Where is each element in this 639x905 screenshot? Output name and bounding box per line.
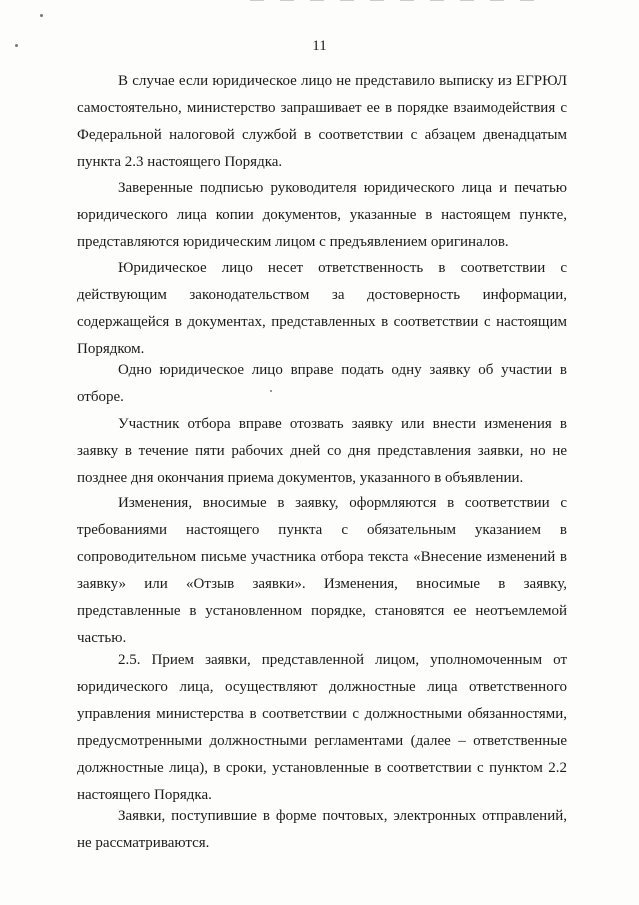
scan-artifact-line <box>250 0 550 1</box>
paragraph: Одно юридическое лицо вправе подать одну заявку об участии в отборе. <box>77 362 567 405</box>
paragraph: Заявки, поступившие в форме почтовых, электронных отправлений, не рассматриваются. <box>77 808 567 851</box>
scan-speck <box>40 14 43 17</box>
paragraph: В случае если юридическое лицо не представило выписку из ЕГРЮЛ самостоятельно, министерство запрашивает ее в порядке взаимодействия с Федеральной налоговой службой в соответствии с абзацем двенадцатым пункта 2.3 настоящего Порядка. <box>77 73 567 170</box>
paragraph: Изменения, вносимые в заявку, оформляются в соответствии с требованиями настоящего пункта с обязательным указанием в сопроводительном письме участника отбора текста «Внесение изменений в заявку» или «Отзыв заявки». Изменения, вносимые в заявку, представленные в установленном порядке, становятся ее неотъемлемой частью. <box>77 495 567 646</box>
paragraph: Участник отбора вправе отозвать заявку или внести изменения в заявку в течение пяти рабочих дней со дня представления заявки, но не позднее дня окончания приема документов, указанного в объявлении. <box>77 416 567 486</box>
paragraph: Юридическое лицо несет ответственность в соответствии с действующим законодательством за достоверность информации, содержащейся в документах, представленных в соответствии с настоящим Порядком. <box>77 260 567 357</box>
paragraph: 2.5. Прием заявки, представленной лицом, уполномоченным от юридического лица, осуществляют должностные лица ответственного управления министерства в соответствии с должностными обязанностями, предусмотренными должностными регламентами (далее – ответственные должностные лица), в сроки, установленные в соответствии с пунктом 2.2 настоящего Порядка. <box>77 652 567 803</box>
paragraph: Заверенные подписью руководителя юридического лица и печатью юридического лица копии документов, указанные в настоящем пункте, представляются юридическим лицом с предъявлением оригиналов. <box>77 180 567 250</box>
page-number: 11 <box>312 38 327 54</box>
